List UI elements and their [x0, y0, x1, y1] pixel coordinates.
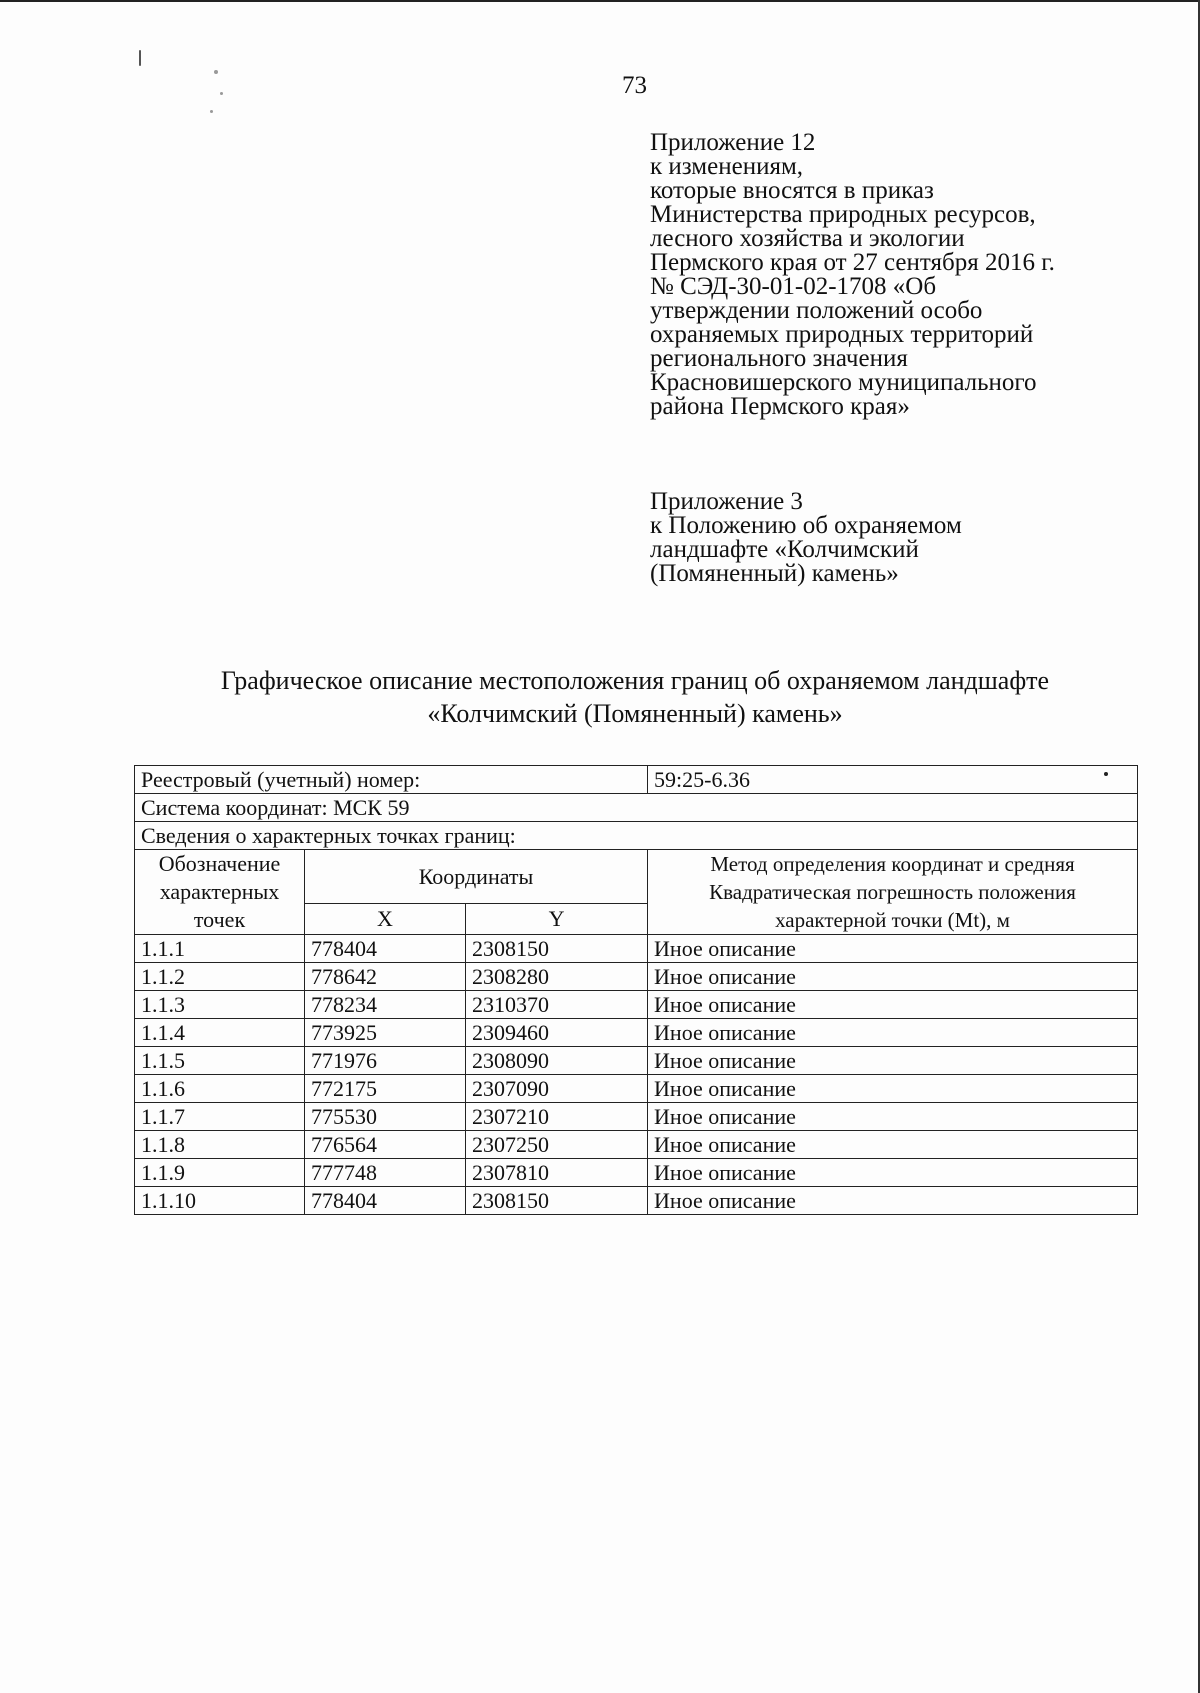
x-cell: 777748 — [305, 1159, 466, 1187]
header-row-1 — [135, 850, 1138, 904]
appendix-12-line: которые вносятся в приказ — [650, 177, 934, 204]
table-row — [135, 1131, 1138, 1159]
x-cell: 775530 — [305, 1103, 466, 1131]
registry-label: Реестровый (учетный) номер: — [135, 766, 648, 794]
coordinates-table — [134, 765, 1138, 1215]
method-cell: Иное описание — [648, 1131, 1138, 1159]
point-cell: 1.1.9 — [135, 1159, 305, 1187]
registry-row — [135, 766, 1138, 794]
point-cell: 1.1.4 — [135, 1019, 305, 1047]
table-row — [135, 991, 1138, 1019]
document-title-line-1: Графическое описание местоположения границ об охраняемом ландшафте — [220, 666, 1050, 695]
y-cell: 2310370 — [466, 991, 648, 1019]
appendix-3-line: ландшафте «Колчимский — [650, 536, 919, 563]
scan-speck — [220, 92, 223, 95]
scan-speck — [210, 110, 213, 113]
appendix-12-line: охраняемых природных территорий — [650, 321, 1034, 348]
coord-system-row — [135, 794, 1138, 822]
coord-system-cell: Система координат: МСК 59 — [135, 794, 1138, 822]
appendix-12-line: Приложение 12 — [650, 129, 816, 156]
header-x: X — [305, 904, 466, 935]
table-row — [135, 935, 1138, 963]
appendix-3-block — [650, 490, 962, 586]
method-cell: Иное описание — [648, 935, 1138, 963]
y-cell: 2307250 — [466, 1131, 648, 1159]
table-row — [135, 1103, 1138, 1131]
point-cell: 1.1.7 — [135, 1103, 305, 1131]
method-cell: Иное описание — [648, 1019, 1138, 1047]
table-row — [135, 1075, 1138, 1103]
method-cell: Иное описание — [648, 1075, 1138, 1103]
point-cell: 1.1.6 — [135, 1075, 305, 1103]
header-coords: Координаты — [305, 850, 648, 904]
table-row — [135, 963, 1138, 991]
point-cell: 1.1.2 — [135, 963, 305, 991]
y-cell: 2307810 — [466, 1159, 648, 1187]
appendix-12-line: Пермского края от 27 сентября 2016 г. — [650, 249, 1055, 276]
x-cell: 778404 — [305, 1187, 466, 1215]
method-cell: Иное описание — [648, 1047, 1138, 1075]
method-cell: Иное описание — [648, 1187, 1138, 1215]
x-cell: 772175 — [305, 1075, 466, 1103]
x-cell: 778642 — [305, 963, 466, 991]
method-cell: Иное описание — [648, 1159, 1138, 1187]
appendix-12-line: утверждении положений особо — [650, 297, 983, 324]
x-cell: 778234 — [305, 991, 466, 1019]
x-cell: 773925 — [305, 1019, 466, 1047]
appendix-12-line: к изменениям, — [650, 153, 804, 180]
point-cell: 1.1.10 — [135, 1187, 305, 1215]
points-info-row — [135, 822, 1138, 850]
page-number: 73 — [622, 72, 647, 99]
appendix-12-line: района Пермского края» — [650, 393, 910, 420]
table-row — [135, 1187, 1138, 1215]
scan-speck — [214, 70, 218, 74]
document-title-line-2: «Колчимский (Помяненный) камень» — [427, 699, 843, 728]
point-cell: 1.1.1 — [135, 935, 305, 963]
scan-speck — [139, 50, 141, 66]
x-cell: 776564 — [305, 1131, 466, 1159]
appendix-3-line: Приложение 3 — [650, 488, 803, 515]
x-cell: 778404 — [305, 935, 466, 963]
header-y: Y — [466, 904, 648, 935]
y-cell: 2308280 — [466, 963, 648, 991]
registry-value: 59:25-6.36 — [648, 766, 1138, 794]
y-cell: 2308150 — [466, 1187, 648, 1215]
x-cell: 771976 — [305, 1047, 466, 1075]
y-cell: 2309460 — [466, 1019, 648, 1047]
appendix-12-line: регионального значения — [650, 345, 908, 372]
method-cell: Иное описание — [648, 963, 1138, 991]
scan-border-top — [0, 0, 1200, 2]
point-cell: 1.1.5 — [135, 1047, 305, 1075]
point-cell: 1.1.3 — [135, 991, 305, 1019]
method-cell: Иное описание — [648, 1103, 1138, 1131]
header-mark: Обозначение характерных точек — [135, 850, 305, 935]
points-info-cell: Сведения о характерных точках границ: — [135, 822, 1138, 850]
table-row — [135, 1019, 1138, 1047]
y-cell: 2308150 — [466, 935, 648, 963]
appendix-12-block — [650, 131, 1055, 419]
appendix-3-line: (Помяненный) камень» — [650, 560, 899, 587]
y-cell: 2307210 — [466, 1103, 648, 1131]
y-cell: 2308090 — [466, 1047, 648, 1075]
header-method: Метод определения координат и средняя Квадратическая погрешность положения характерной точки (Mt), м — [648, 850, 1138, 935]
table-row — [135, 1159, 1138, 1187]
document-title — [130, 664, 1140, 730]
appendix-12-line: № СЭД-30-01-02-1708 «Об — [650, 273, 937, 300]
table-row — [135, 1047, 1138, 1075]
appendix-12-line: Министерства природных ресурсов, — [650, 201, 1036, 228]
appendix-12-line: Красновишерского муниципального — [650, 369, 1037, 396]
appendix-12-line: лесного хозяйства и экологии — [650, 225, 965, 252]
appendix-3-line: к Положению об охраняемом — [650, 512, 962, 539]
y-cell: 2307090 — [466, 1075, 648, 1103]
method-cell: Иное описание — [648, 991, 1138, 1019]
point-cell: 1.1.8 — [135, 1131, 305, 1159]
scan-speck — [1104, 772, 1108, 776]
